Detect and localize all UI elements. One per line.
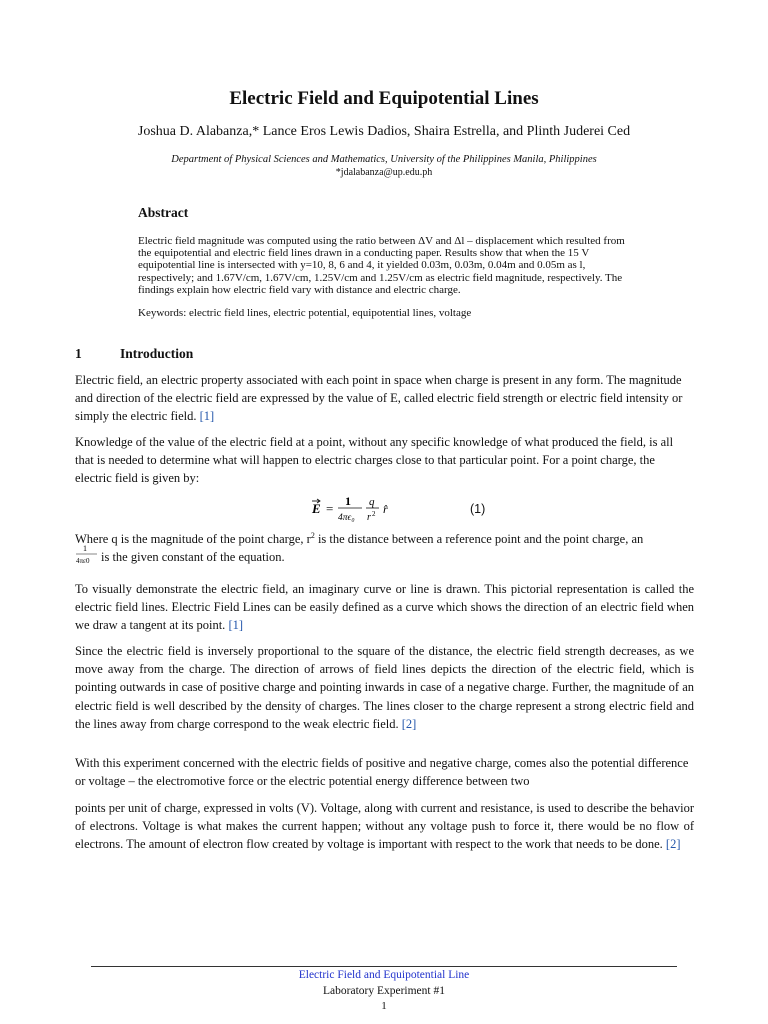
intro-paragraph-3 bbox=[75, 527, 694, 567]
abstract-text: Electric field magnitude was computed using the ratio between ΔV and Δl – displacement which resulted from the equipotential and electric field lines drawn in a conducting paper. Results show that when the 15 V equipotential line is intersected with y=10, 8, 6 and 4, it yielded 0.03m, 0.03m, 0.04m and 0.05m as l, respectively; and 1.67V/cm, 1.67V/cm, 1.25V/cm and 1.25V/cm as electric field magnitude, respectively. The findings explain how electric field vary with distance and electric charge. bbox=[138, 235, 625, 296]
intro-paragraph-1 bbox=[75, 371, 694, 426]
citation-link[interactable]: [2] bbox=[665, 837, 681, 852]
contact-email: *jdalabanza@up.edu.ph bbox=[335, 167, 433, 178]
svg-text:1: 1 bbox=[345, 494, 351, 508]
svg-text:4πϵ₀: 4πϵ₀ bbox=[338, 513, 355, 523]
constant-fraction bbox=[75, 542, 99, 566]
paragraph-text: is the distance between a reference point and the point charge, an bbox=[314, 532, 644, 547]
footer-title: Electric Field and Equipotential Line bbox=[298, 969, 470, 981]
citation-link[interactable]: [2] bbox=[401, 716, 417, 731]
svg-text:4πε0: 4πε0 bbox=[76, 557, 90, 565]
intro-paragraph-7 bbox=[75, 799, 694, 854]
electric-field-equation bbox=[306, 492, 466, 526]
svg-text:E: E bbox=[312, 501, 321, 516]
paragraph-text: To visually demonstrate the electric field, an imaginary curve or line is drawn. This pictorial representation is called the electric field lines. Electric Field Lines can be easily defined as a curve which shows the direction of an electric field when we draw a tangent at its point. bbox=[75, 582, 694, 633]
section-number: 1 bbox=[75, 346, 82, 361]
footer-divider bbox=[91, 966, 677, 967]
equation-graphic bbox=[306, 492, 466, 526]
svg-text:=: = bbox=[326, 501, 334, 516]
intro-paragraph-2: Knowledge of the value of the electric field at a point, without any specific knowledge of what produced the field, is all that is needed to determine what will happen to electric charges close to that particular point. For a point charge, the electric field is given by: bbox=[75, 435, 674, 486]
paragraph-text: points per unit of charge, expressed in volts (V). Voltage, along with current and resistance, is used to describe the behavior of electrons. Voltage is what makes the current happen; without any voltage push to force it, there would be no flow of electrons. The amount of electron flow created by voltage is important with respect to the work that needs to be done. bbox=[75, 801, 694, 852]
intro-paragraph-4 bbox=[75, 580, 694, 635]
intro-paragraph-5 bbox=[75, 642, 694, 733]
affiliation: Department of Physical Sciences and Mathematics, University of the Philippines Manila, Philippines bbox=[171, 154, 597, 165]
paragraph-text: Where q is the magnitude of the point charge, r bbox=[75, 532, 311, 547]
svg-text:2: 2 bbox=[372, 510, 376, 518]
citation-link[interactable]: [1] bbox=[199, 409, 215, 424]
svg-text:r: r bbox=[367, 512, 371, 523]
svg-text:q: q bbox=[369, 496, 375, 508]
paragraph-text: is the given constant of the equation. bbox=[101, 550, 285, 565]
paper-title: Electric Field and Equipotential Lines bbox=[229, 88, 539, 109]
citation-link[interactable]: [1] bbox=[228, 618, 244, 633]
svg-text:r̂: r̂ bbox=[383, 502, 388, 516]
author-list: Joshua D. Alabanza,* Lance Eros Lewis Dadios, Shaira Estrella, and Plinth Juderei Ced bbox=[137, 124, 631, 139]
fraction-graphic bbox=[75, 542, 99, 566]
paragraph-text: Since the electric field is inversely proportional to the square of the distance, the electric field strength decreases, as we move away from the charge. The direction of arrows of field lines depicts the direction of the electric field, which is pointing outwards in case of positive charge and pointing inwards in case of a negative charge. Further, the magnitude of an electric field is well described by the density of charges. The lines closer to the charge represent a strong electric field and the lines away from charge correspond to the weak electric field. bbox=[75, 644, 695, 731]
footer-subtitle: Laboratory Experiment #1 bbox=[323, 985, 445, 997]
superscript: 2 bbox=[310, 531, 315, 540]
svg-text:1: 1 bbox=[83, 544, 87, 553]
page-number: 1 bbox=[381, 1000, 387, 1012]
abstract-heading: Abstract bbox=[138, 205, 189, 220]
section-title: Introduction bbox=[120, 346, 194, 361]
intro-paragraph-6: With this experiment concerned with the electric fields of positive and negative charge, comes also the potential difference or voltage – the electromotive force or the electric potential energy difference between two bbox=[75, 756, 689, 789]
paragraph-text: Electric field, an electric property associated with each point in space when charge is present in any form. The magnitude and direction of the electric field are expressed by the value of E, called electric field strength or electric field intensity or simply the electric field. bbox=[75, 373, 683, 424]
equation-number: (1) bbox=[470, 502, 486, 516]
keywords: Keywords: electric field lines, electric potential, equipotential lines, voltage bbox=[138, 307, 472, 319]
